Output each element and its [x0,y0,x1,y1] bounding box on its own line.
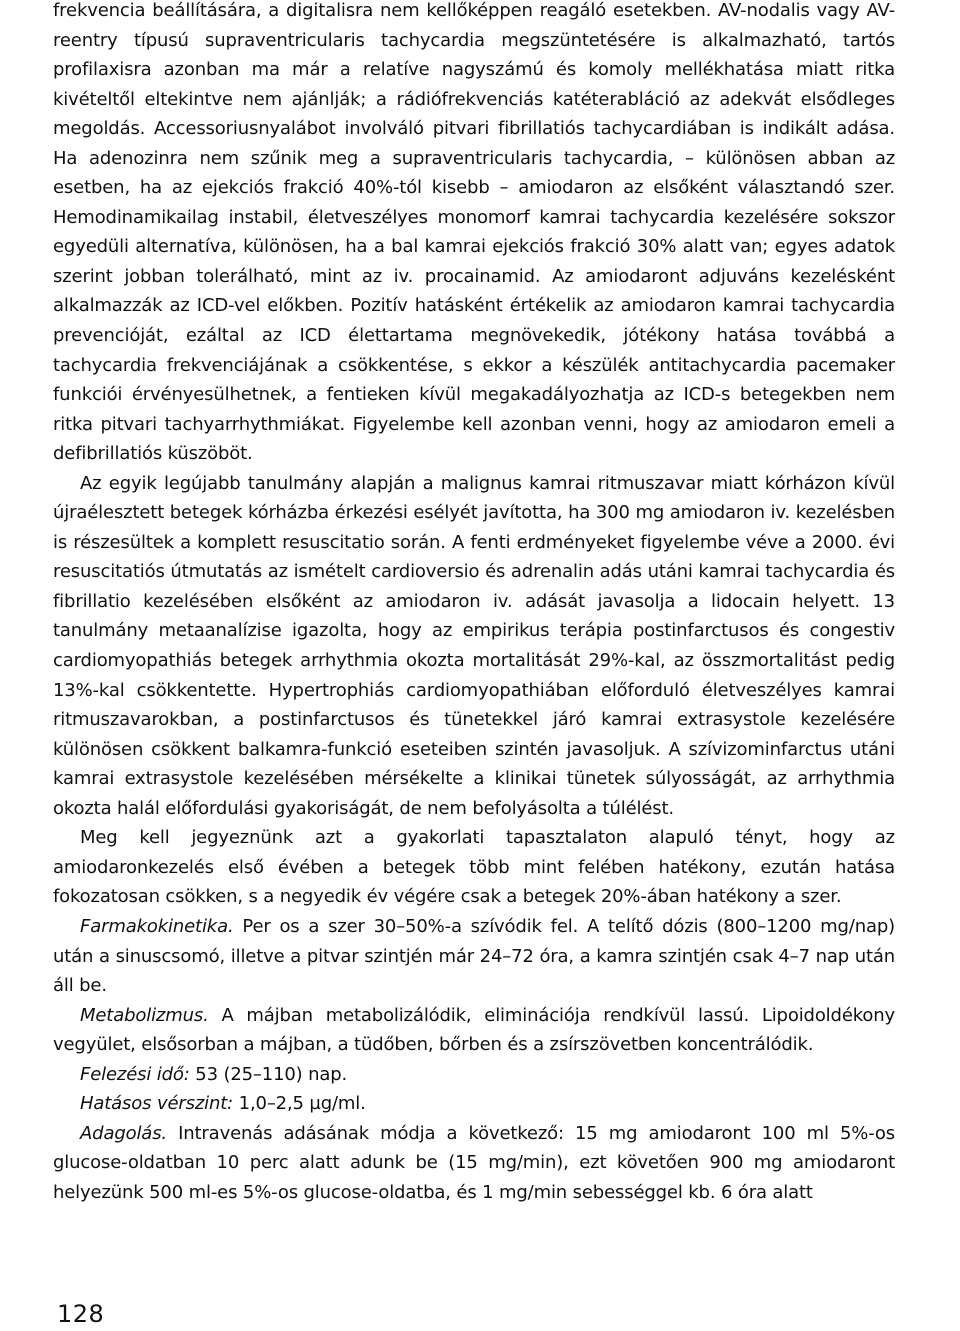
paragraph-resuscitation-study: Az egyik legújabb tanulmány alapján a malignus kamrai ritmuszavar miatt kórházon kívül újraélesztett betegek kórházba érkezési esélyét javította, ha 300 mg amiodaron iv. kezelésben is részesültek a komplett resuscitatio során. A fenti erdményeket figyelembe véve a 2000. évi resuscitatiós útmutatás az ismételt cardioversio és adrenalin adás utáni kamrai tachycardia és fibrillatio kezelésében elsőként az amiodaron iv. adását javasolja a lidocain helyett. 13 tanulmány metaanalízise igazolta, hogy az empirikus terápia postinfarctusos és congestiv cardiomyopathiás betegek arrhythmia okozta mortalitását 29%-kal, az összmortalitást pedig 13%-kal csökkentette. Hypertrophiás cardiomyopathiában előforduló életveszélyes kamrai ritmuszavarokban, a postinfarctusos és tünetekkel járó kamrai extrasystole kezelésére különösen csökkent balkamra-funkció eseteiben szintén javasoljuk. A szívizominfarctus utáni kamrai extrasystole kezelésében mérsékelte a klinikai tünetek súlyosságát, az arrhythmia okozta halál előfordulási gyakoriságát, de nem befolyásolta a túlélést. [53,472,895,819]
paragraph-felezesi-ido: Felezési idő: 53 (25–110) nap. [80,1063,348,1085]
section-label: Hatásos vérszint: [80,1093,234,1115]
page-number: 128 [57,1300,105,1328]
section-label: Adagolás. [80,1122,167,1144]
paragraph-hatasos-verszint: Hatásos vérszint: 1,0–2,5 µg/ml. [80,1093,366,1115]
paragraph-amiodaron-indications: frekvencia beállítására, a digitalisra nem kellőképpen reagáló esetekben. AV-nodalis vagy AV-reentry típusú supraventricularis tachycardia megszüntetésére is alkalmazható, tartós profilaxisra azonban ma már a relatíve nagyszámú és komoly mellékhatása miatt ritka kivételtől eltekintve nem ajánlják; a rádiófrekvenciás katéterabláció az adekvát elsődleges megoldás. Accessoriusnyalábot involváló pitvari fibrillatiós tachycardiában is indikált adása. Ha adenozinra nem szűnik meg a supraventricularis tachycardia, – különösen abban az esetben, ha az ejekciós frakció 40%-tól kisebb – amiodaron az elsőként választandó szer. Hemodinamikailag instabil, életveszélyes monomorf kamrai tachycardia kezelésére sokszor egyedüli alternatíva, különösen, ha a bal kamrai ejekciós frakció 30% alatt van; egyes adatok szerint jobban tolerálható, mint az iv. procainamid. Az amiodaront adjuváns kezelésként alkalmazzák az ICD-vel előkben. Pozitív hatásként értékelik az amiodaron kamrai tachycardia prevencióját, ezáltal az ICD élettartama megnövekedik, jótékony hatása továbbá a tachycardia frekvenciájának a csökkentése, s ekkor a készülék antitachycardia pacemaker funkciói érvényesülhetnek, a fentieken kívül megakadályozhatja az ICD-s betegekben nem ritka pitvari tachyarrhythmiákat. Figyelembe kell azonban venni, hogy az amiodaron emeli a defibrillatiós küszöböt. [53,0,895,465]
paragraph-metabolizmus: Metabolizmus. A májban metabolizálódik, eliminációja rendkívül lassú. Lipoidoldékony vegyület, elsősorban a májban, a tüdőben, bőrben és a zsírszövetben koncentrálódik. [53,1004,895,1056]
section-label: Farmakokinetika. [80,915,234,937]
paragraph-farmakokinetika: Farmakokinetika. Per os a szer 30–50%-a szívódik fel. A telítő dózis (800–1200 mg/nap) után a sinuscsomó, illetve a pitvar szintjén már 24–72 óra, a kamra szintjén csak 4–7 nap után áll be. [53,915,896,997]
section-label: Metabolizmus. [80,1004,209,1026]
section-label: Felezési idő: [80,1063,190,1085]
paragraph-adagolas: Adagolás. Intravenás adásának módja a következő: 15 mg amiodaront 100 ml 5%-os glucose-oldatban 10 perc alatt adunk be (15 mg/min), ezt követően 900 mg amiodaront helyezünk 500 ml-es 5%-os glucose-oldatba, és 1 mg/min sebességgel kb. 6 óra alatt [53,1122,895,1203]
document-body [53,0,895,1207]
paragraph-efficacy-over-time: Meg kell jegyeznünk azt a gyakorlati tapasztalaton alapuló tényt, hogy az amiodaronkezelés első évében a betegek több mint felében hatékony, ezután hatása fokozatosan csökken, s a negyedik év végére csak a betegek 20%-ában hatékony a szer. [53,827,895,908]
